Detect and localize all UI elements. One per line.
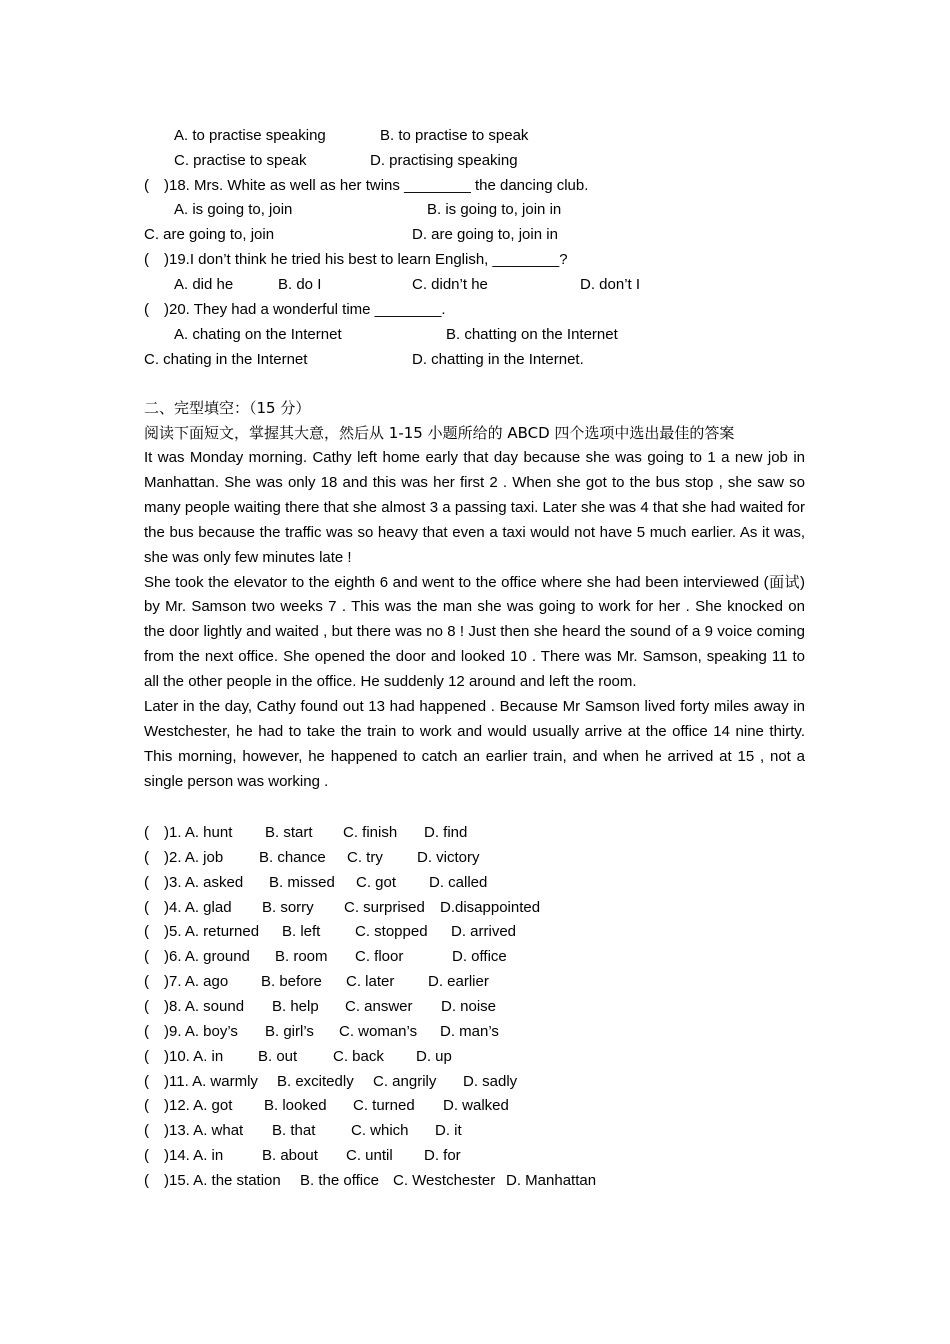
- option-c: C. later: [346, 973, 395, 991]
- answer-option-row: [0, 1069, 950, 1094]
- option-a: )3. A. asked: [164, 873, 244, 891]
- option-a: )12. A. got: [164, 1097, 233, 1115]
- answer-paren: (: [144, 898, 149, 916]
- option-c: C. finish: [343, 824, 398, 841]
- option-d: D. earlier: [428, 973, 489, 991]
- cloze-passage: [144, 446, 805, 795]
- option-b: B. help: [272, 997, 319, 1015]
- option-b: B. out: [258, 1047, 298, 1065]
- option-a: )1. A. hunt: [164, 824, 233, 841]
- q18-option-b: B. is going to, join in: [427, 201, 562, 218]
- answer-paren: (: [144, 1171, 149, 1189]
- option-a: )15. A. the station: [164, 1171, 281, 1189]
- q17-options-row2: [0, 148, 950, 173]
- q19-stem-row: [0, 247, 950, 272]
- option-a: )7. A. ago: [164, 973, 229, 991]
- answer-option-row: [0, 820, 950, 845]
- option-d: D. called: [429, 873, 488, 891]
- q18-options-row2: [0, 222, 950, 247]
- answer-paren: (: [144, 1122, 149, 1140]
- option-a: )6. A. ground: [164, 948, 250, 966]
- q20-option-c: C. chating in the Internet: [144, 351, 308, 368]
- answer-paren: (: [144, 1072, 149, 1090]
- option-b: B. the office: [300, 1171, 379, 1189]
- answer-option-row: [0, 919, 950, 944]
- option-c: C. woman’s: [339, 1022, 418, 1040]
- answer-option-row: [0, 845, 950, 870]
- answer-option-row: [0, 895, 950, 920]
- option-d: D. victory: [417, 848, 480, 866]
- option-a: )4. A. glad: [164, 898, 232, 916]
- option-c: C. Westchester: [393, 1171, 496, 1189]
- answer-paren: (: [144, 923, 149, 941]
- option-b: B. girl’s: [265, 1022, 314, 1040]
- q20-options-row2: [0, 347, 950, 372]
- option-d: D. find: [424, 824, 468, 841]
- option-a: )9. A. boy’s: [164, 1022, 238, 1040]
- answer-option-row: [0, 1093, 950, 1118]
- option-b: B. left: [282, 923, 321, 941]
- option-a: )13. A. what: [164, 1122, 244, 1140]
- option-c: C. angrily: [373, 1072, 437, 1090]
- answer-paren: (: [144, 848, 149, 866]
- option-d: D. Manhattan: [506, 1171, 597, 1189]
- answer-paren: (: [144, 301, 149, 318]
- answer-paren: (: [144, 177, 149, 194]
- option-b: B. room: [275, 948, 328, 966]
- option-d: D. sadly: [463, 1072, 518, 1090]
- answer-option-row: [0, 1168, 950, 1193]
- q18-options-row1: [0, 197, 950, 222]
- answer-paren: (: [144, 824, 149, 841]
- answer-option-row: [0, 994, 950, 1019]
- option-b: B. before: [261, 973, 322, 991]
- option-d: D. for: [424, 1147, 461, 1165]
- q19-options-row: [0, 272, 950, 297]
- answer-paren: (: [144, 873, 149, 891]
- q20-option-b: B. chatting on the Internet: [446, 326, 618, 343]
- q20-option-d: D. chatting in the Internet.: [412, 351, 584, 368]
- option-c: C. stopped: [355, 923, 428, 941]
- q18-option-a: A. is going to, join: [174, 201, 293, 218]
- answer-option-row: [0, 1118, 950, 1143]
- answer-option-row: [0, 944, 950, 969]
- section-instruction: 阅读下面短文，掌握其大意，然后从 1-15 小题所给的 ABCD 四个选项中选出最佳的答案: [144, 424, 735, 442]
- option-b: B. start: [265, 824, 313, 841]
- option-c: C. answer: [345, 997, 413, 1015]
- section-heading-row: [0, 396, 950, 421]
- option-a: )14. A. in: [164, 1147, 224, 1165]
- option-c: C. floor: [355, 948, 404, 966]
- option-b: B. that: [272, 1122, 316, 1140]
- option-d: D. up: [416, 1047, 452, 1065]
- q20-options-row1: [0, 322, 950, 347]
- passage-paragraph-1: It was Monday morning. Cathy left home early that day because she was going to 1 a new job in Manhattan. She was only 18 and this was her first 2 . When she got to the bus stop , she saw so many people waiting there that she almost 3 a passing taxi. Later she was 4 that she had waited for the bus because the traffic was so heavy that even a taxi would not have 5 much earlier. As it was, she was only few minutes late !: [144, 449, 805, 566]
- q18-stem: )18. Mrs. White as well as her twins ________ the dancing club.: [164, 177, 589, 194]
- option-d: D. noise: [441, 997, 497, 1015]
- option-a: )5. A. returned: [164, 923, 260, 941]
- option-c: C. until: [346, 1147, 393, 1165]
- option-c: C. back: [333, 1047, 384, 1065]
- option-b: B. chance: [259, 848, 326, 866]
- q17-option-a: A. to practise speaking: [174, 127, 326, 144]
- option-d: D.disappointed: [440, 898, 541, 916]
- q18-option-c: C. are going to, join: [144, 226, 275, 243]
- option-d: D. walked: [443, 1097, 509, 1115]
- q17-options-row1: [0, 123, 950, 148]
- q17-option-b: B. to practise to speak: [380, 127, 529, 144]
- option-c: C. got: [356, 873, 397, 891]
- option-c: C. turned: [353, 1097, 415, 1115]
- q17-option-d: D. practising speaking: [370, 152, 518, 169]
- answer-paren: (: [144, 1022, 149, 1040]
- option-c: C. which: [351, 1122, 409, 1140]
- option-b: B. missed: [269, 873, 335, 891]
- q20-stem: )20. They had a wonderful time ________.: [164, 301, 446, 318]
- option-d: D. man’s: [440, 1022, 499, 1040]
- answer-option-row: [0, 1019, 950, 1044]
- option-a: )8. A. sound: [164, 997, 245, 1015]
- option-b: B. sorry: [262, 898, 314, 916]
- q20-option-a: A. chating on the Internet: [174, 326, 342, 343]
- answer-option-row: [0, 870, 950, 895]
- option-b: B. about: [262, 1147, 318, 1165]
- option-d: D. it: [435, 1122, 462, 1140]
- option-a: )2. A. job: [164, 848, 224, 866]
- q19-option-b: B. do I: [278, 276, 322, 293]
- answer-paren: (: [144, 1047, 149, 1065]
- q20-stem-row: [0, 297, 950, 322]
- section-heading: 二、完型填空：（15 分）: [144, 399, 311, 417]
- option-d: D. arrived: [451, 923, 517, 941]
- answer-paren: (: [144, 251, 149, 268]
- answer-paren: (: [144, 948, 149, 966]
- q19-stem: )19.I don’t think he tried his best to learn English, ________?: [164, 251, 568, 268]
- answer-paren: (: [144, 1097, 149, 1115]
- answer-paren: (: [144, 973, 149, 991]
- answer-option-row: [0, 969, 950, 994]
- q19-option-d: D. don’t I: [580, 276, 641, 293]
- option-d: D. office: [452, 948, 507, 966]
- option-b: B. excitedly: [277, 1072, 354, 1090]
- option-c: C. try: [347, 848, 383, 866]
- answer-paren: (: [144, 1147, 149, 1165]
- passage-paragraph-2: She took the elevator to the eighth 6 and went to the office where she had been interviewed (面试) by Mr. Samson two weeks 7 . This was the man she was going to work for her . She knocked on the door lightly and waited , but there was no 8 ! Just then she heard the sound of a 9 voice coming from the next office. She opened the door and looked 10 . There was Mr. Samson, speaking 11 to all the other people in the office. He suddenly 12 around and left the room.: [144, 573, 805, 691]
- answer-option-row: [0, 1143, 950, 1168]
- q17-option-c: C. practise to speak: [174, 152, 307, 169]
- q19-option-c: C. didn’t he: [412, 276, 488, 293]
- section-instruction-row: [0, 421, 950, 446]
- option-b: B. looked: [264, 1097, 327, 1115]
- option-c: C. surprised: [344, 898, 425, 916]
- q19-option-a: A. did he: [174, 276, 234, 293]
- option-a: )11. A. warmly: [164, 1072, 258, 1090]
- option-a: )10. A. in: [164, 1047, 224, 1065]
- q18-stem-row: [0, 173, 950, 198]
- q18-option-d: D. are going to, join in: [412, 226, 558, 243]
- answer-option-row: [0, 1044, 950, 1069]
- passage-paragraph-3: Later in the day, Cathy found out 13 had happened . Because Mr Samson lived forty miles away in Westchester, he had to take the train to work and would usually arrive at the office 14 nine thirty. This morning, however, he happened to catch an earlier train, and when he arrived at 15 , not a single person was working .: [144, 698, 805, 790]
- answer-paren: (: [144, 997, 149, 1015]
